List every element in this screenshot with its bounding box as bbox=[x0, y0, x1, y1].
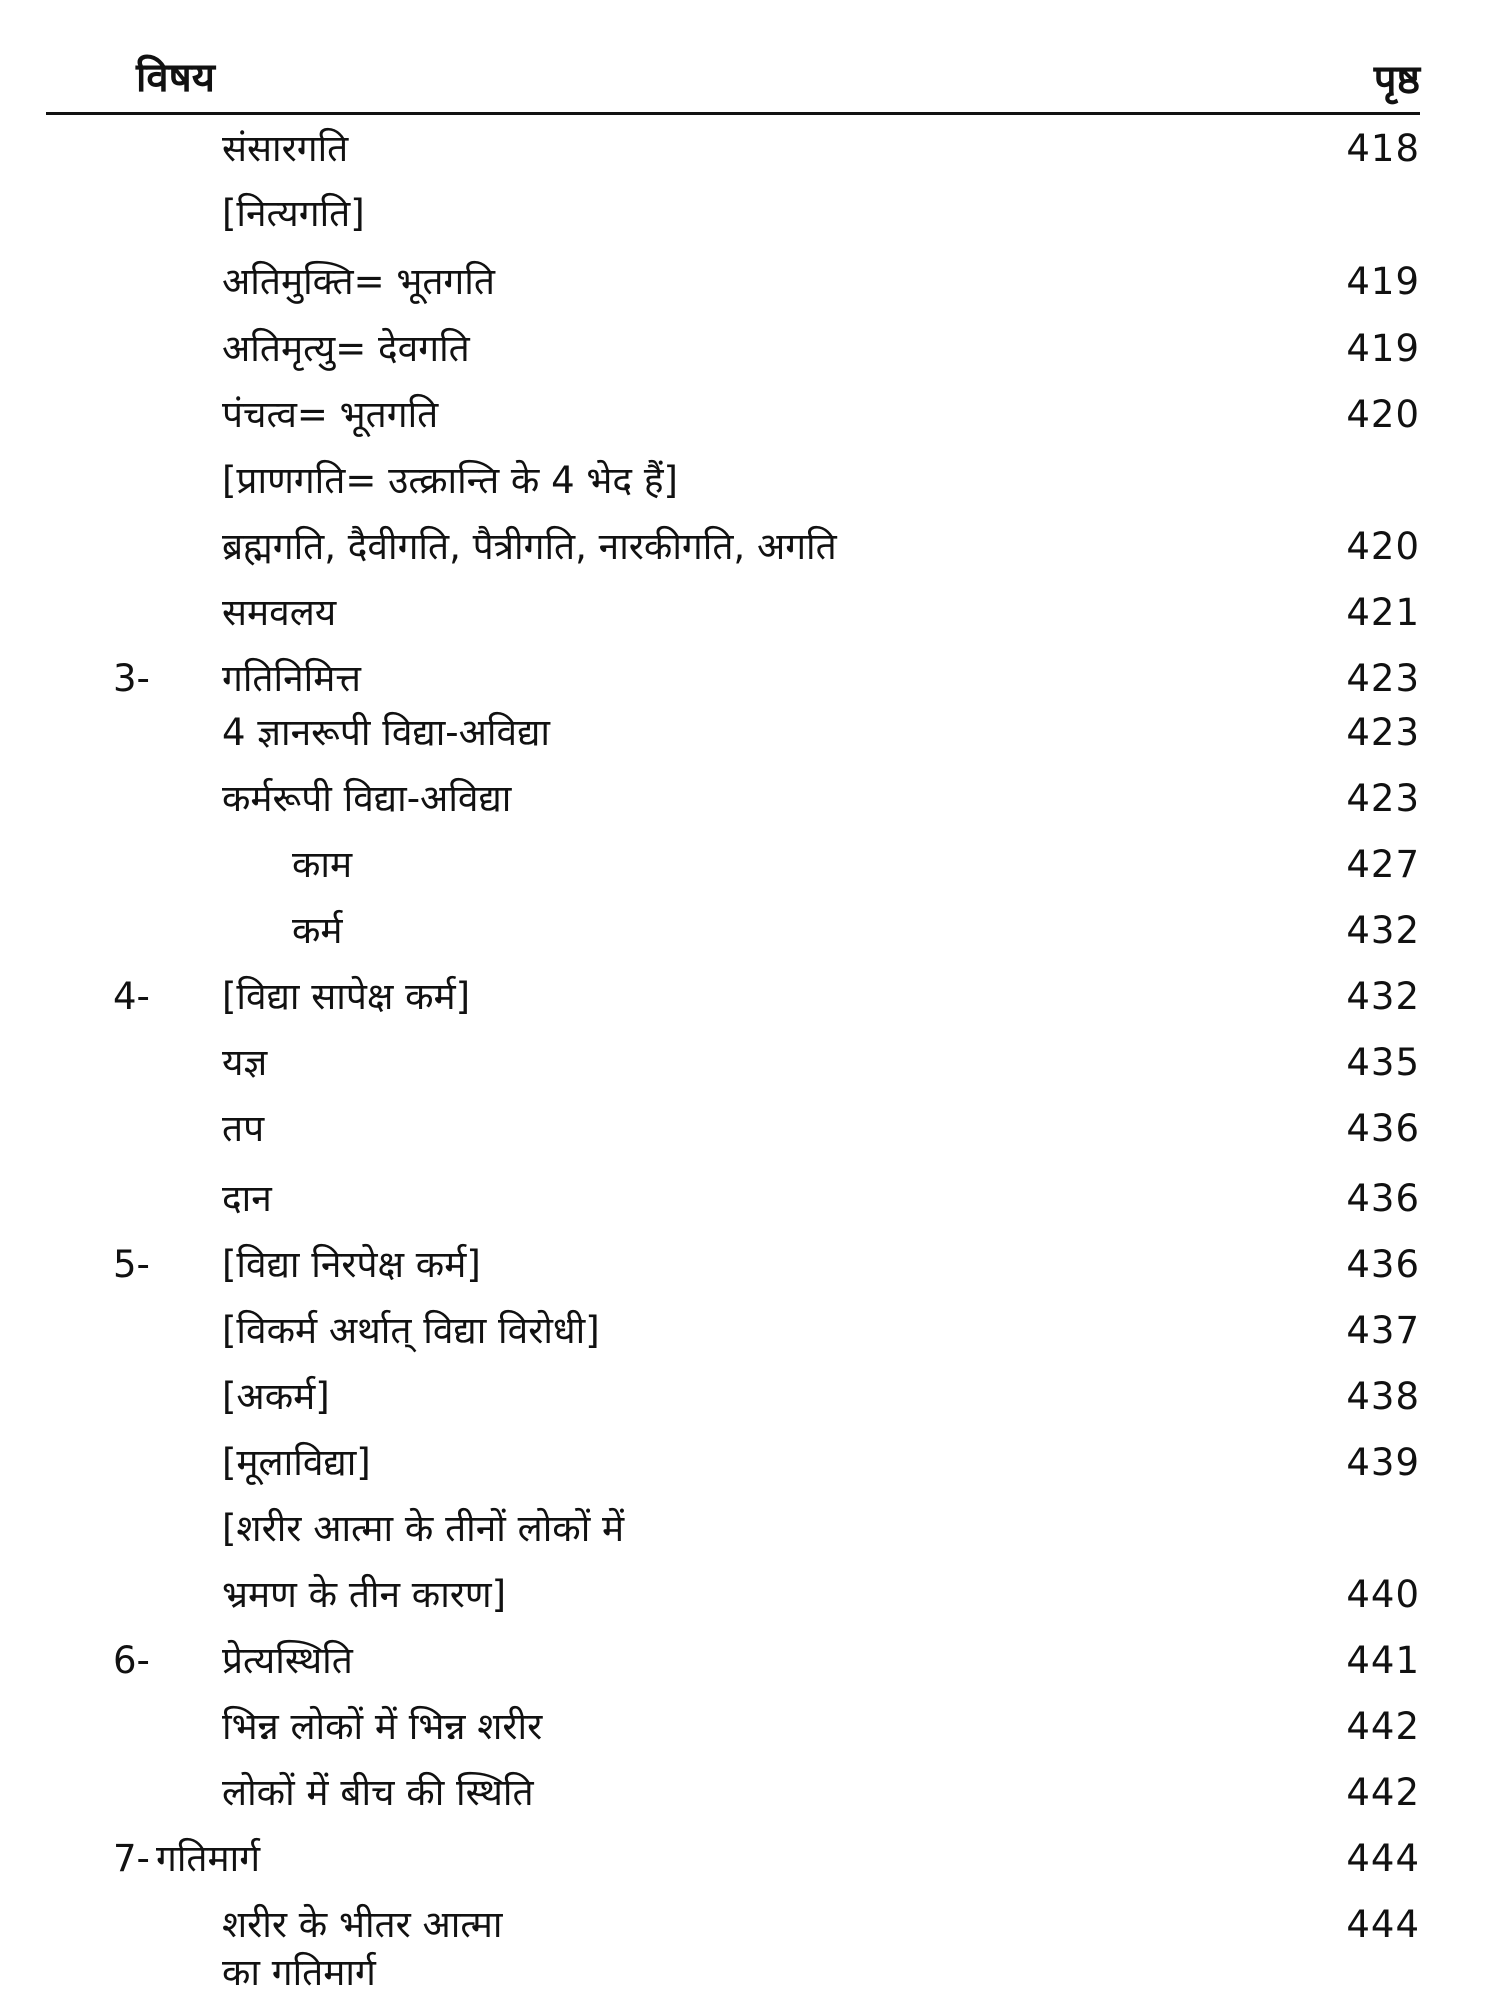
entry-page: 435 bbox=[1346, 1041, 1420, 1084]
entry-page: 432 bbox=[1346, 909, 1420, 952]
toc-entry bbox=[0, 588, 1500, 638]
entry-number: 6- bbox=[113, 1639, 150, 1682]
toc-entry bbox=[0, 189, 1500, 239]
toc-entry bbox=[0, 1570, 1500, 1620]
entry-label: गतिनिमित्त bbox=[222, 657, 361, 700]
entry-page: 436 bbox=[1346, 1177, 1420, 1220]
toc-entry bbox=[0, 1104, 1500, 1154]
entry-label: भ्रमण के तीन कारण] bbox=[222, 1573, 507, 1616]
entry-page: 436 bbox=[1346, 1243, 1420, 1286]
entry-label: अतिमुक्ति= भूतगति bbox=[222, 260, 495, 303]
entry-page: 444 bbox=[1346, 1903, 1420, 1946]
entry-label: अतिमृत्यु= देवगति bbox=[222, 327, 470, 370]
entry-page: 418 bbox=[1346, 127, 1420, 170]
entry-number: 3- bbox=[113, 657, 150, 700]
toc-entry bbox=[0, 1372, 1500, 1422]
entry-page: 437 bbox=[1346, 1309, 1420, 1352]
entry-page: 441 bbox=[1346, 1639, 1420, 1682]
entry-page: 420 bbox=[1346, 393, 1420, 436]
entry-label: लोकों में बीच की स्थिति bbox=[222, 1771, 534, 1814]
toc-entry bbox=[0, 390, 1500, 440]
entry-label: संसारगति bbox=[222, 127, 349, 170]
entry-number: 4- bbox=[113, 975, 150, 1018]
toc-entry bbox=[0, 1834, 1500, 1884]
entry-page: 423 bbox=[1346, 777, 1420, 820]
entry-number: 7- bbox=[113, 1837, 150, 1880]
toc-entry bbox=[0, 456, 1500, 506]
entry-label: [विद्या निरपेक्ष कर्म] bbox=[222, 1243, 481, 1286]
entry-label: का गतिमार्ग bbox=[222, 1951, 376, 1994]
entry-label: पंचत्व= भूतगति bbox=[222, 393, 439, 436]
entry-page: 439 bbox=[1346, 1441, 1420, 1484]
entry-page: 432 bbox=[1346, 975, 1420, 1018]
toc-entry bbox=[0, 124, 1500, 174]
toc-entry bbox=[0, 1240, 1500, 1290]
toc-entry bbox=[0, 906, 1500, 956]
entry-page: 419 bbox=[1346, 260, 1420, 303]
subject-heading: विषय bbox=[136, 55, 215, 101]
entry-label: ब्रह्मगति, दैवीगति, पैत्रीगति, नारकीगति, अगति bbox=[222, 525, 837, 568]
toc-entry bbox=[0, 654, 1500, 704]
toc-entry bbox=[0, 1174, 1500, 1224]
entry-label: कर्मरूपी विद्या-अविद्या bbox=[222, 777, 512, 820]
entry-label: [नित्यगति] bbox=[222, 192, 365, 235]
entry-page: 420 bbox=[1346, 525, 1420, 568]
toc-entry bbox=[0, 1768, 1500, 1818]
entry-page: 438 bbox=[1346, 1375, 1420, 1418]
toc-entry bbox=[0, 257, 1500, 307]
entry-page: 440 bbox=[1346, 1573, 1420, 1616]
entry-page: 444 bbox=[1346, 1837, 1420, 1880]
entry-label: तप bbox=[222, 1107, 265, 1150]
entry-label: गतिमार्ग bbox=[156, 1837, 261, 1880]
entry-label: शरीर के भीतर आत्मा bbox=[222, 1903, 503, 1946]
entry-label: दान bbox=[222, 1177, 272, 1220]
entry-page: 436 bbox=[1346, 1107, 1420, 1150]
entry-label: कर्म bbox=[292, 909, 343, 952]
entry-label: [अकर्म] bbox=[222, 1375, 330, 1418]
entry-label: [प्राणगति= उत्क्रान्ति के 4 भेद हैं] bbox=[222, 459, 678, 502]
toc-entry bbox=[0, 774, 1500, 824]
entry-page: 421 bbox=[1346, 591, 1420, 634]
toc-entry bbox=[0, 1438, 1500, 1488]
entry-label: यज्ञ bbox=[222, 1041, 268, 1084]
entry-label: [विद्या सापेक्ष कर्म] bbox=[222, 975, 471, 1018]
toc-entry bbox=[0, 972, 1500, 1022]
page-heading: पृष्ठ bbox=[1373, 57, 1420, 103]
entry-label: 4 ज्ञानरूपी विद्या-अविद्या bbox=[222, 711, 550, 754]
entry-page: 442 bbox=[1346, 1705, 1420, 1748]
entry-page: 423 bbox=[1346, 711, 1420, 754]
entry-label: समवलय bbox=[222, 591, 337, 634]
entry-label: प्रेत्यस्थिति bbox=[222, 1639, 353, 1682]
entry-label: [विकर्म अर्थात् विद्या विरोधी] bbox=[222, 1309, 600, 1352]
entry-page: 427 bbox=[1346, 843, 1420, 886]
toc-entry bbox=[0, 1948, 1500, 1998]
toc-entry bbox=[0, 1900, 1500, 1950]
toc-entry bbox=[0, 1636, 1500, 1686]
toc-entry bbox=[0, 708, 1500, 758]
toc-entry bbox=[0, 1306, 1500, 1356]
entry-label: काम bbox=[292, 843, 353, 886]
toc-entry bbox=[0, 1038, 1500, 1088]
entry-label: [मूलाविद्या] bbox=[222, 1441, 371, 1484]
entry-page: 419 bbox=[1346, 327, 1420, 370]
toc-entry bbox=[0, 1702, 1500, 1752]
toc-entry bbox=[0, 1504, 1500, 1554]
toc-entry bbox=[0, 324, 1500, 374]
entry-label: [शरीर आत्मा के तीनों लोकों में bbox=[222, 1507, 625, 1550]
toc-entry bbox=[0, 522, 1500, 572]
entry-label: भिन्न लोकों में भिन्न शरीर bbox=[222, 1705, 543, 1748]
entry-page: 442 bbox=[1346, 1771, 1420, 1814]
toc-entry bbox=[0, 840, 1500, 890]
entry-number: 5- bbox=[113, 1243, 150, 1286]
entry-page: 423 bbox=[1346, 657, 1420, 700]
